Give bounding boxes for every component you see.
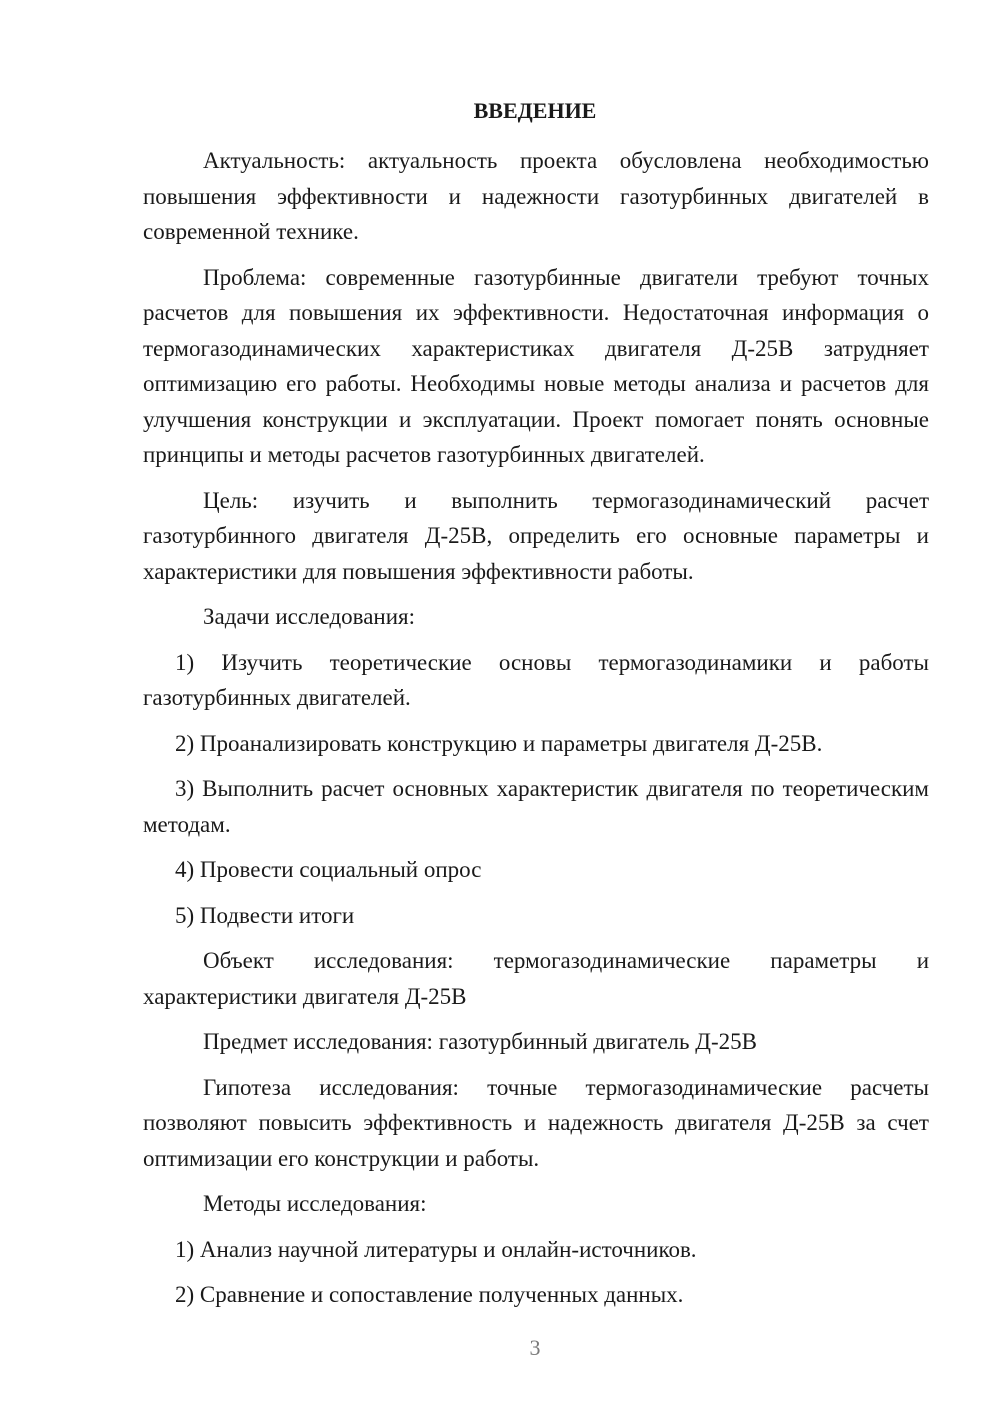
paragraph-goal: Цель: изучить и выполнить термогазодинамический расчет газотурбинного двигателя Д-25В, определить его основные параметры и характеристики для повышения эффективности работы. — [143, 487, 929, 584]
paragraph-hypothesis: Гипотеза исследования: точные термогазодинамические расчеты позволяют повысить эффективность и надежность двигателя Д-25В за счет оптимизации его конструкции и работы. — [143, 1074, 929, 1171]
paragraph-methods-heading: Методы исследования: — [203, 1191, 427, 1216]
task-item-2: 2) Проанализировать конструкцию и параметры двигателя Д-25В. — [175, 730, 823, 756]
method-item-2: 2) Сравнение и сопоставление полученных данных. — [175, 1282, 684, 1307]
task-item-3: 3) Выполнить расчет основных характеристик двигателя по теоретическим методам. — [143, 776, 929, 837]
section-heading: ВВЕДЕНИЕ — [473, 98, 597, 123]
paragraph-problem: Проблема: современные газотурбинные двигатели требуют точных расчетов для повышения их эффективности. Недостаточная информация о термогазодинамических характеристиках двигателя Д-25В затрудняет оптимизацию его работы. Необходимы новые методы анализа и расчетов для улучшения конструкции и эксплуатации. Проект помогает понять основные принципы и методы расчетов газотурбинных двигателей. — [143, 264, 929, 467]
paragraph-tasks-heading: Задачи исследования: — [203, 604, 416, 629]
method-item-1: 1) Анализ научной литературы и онлайн-источников. — [175, 1236, 697, 1262]
body-text — [143, 143, 929, 1323]
paragraph-subject: Предмет исследования: газотурбинный двигатель Д-25В — [203, 1029, 757, 1054]
paragraph-relevance: Актуальность: актуальность проекта обусловлена необходимостью повышения эффективности и надежности газотурбинных двигателей в современной технике. — [143, 148, 929, 244]
paragraph-object: Объект исследования: термогазодинамические параметры и характеристики двигателя Д-25В — [143, 948, 929, 1009]
task-item-5: 5) Подвести итоги — [175, 902, 355, 928]
task-item-1: 1) Изучить теоретические основы термогазодинамики и работы газотурбинных двигателей. — [143, 649, 929, 710]
page-number: 3 — [529, 1335, 541, 1360]
task-item-4: 4) Провести социальный опрос — [175, 857, 482, 882]
